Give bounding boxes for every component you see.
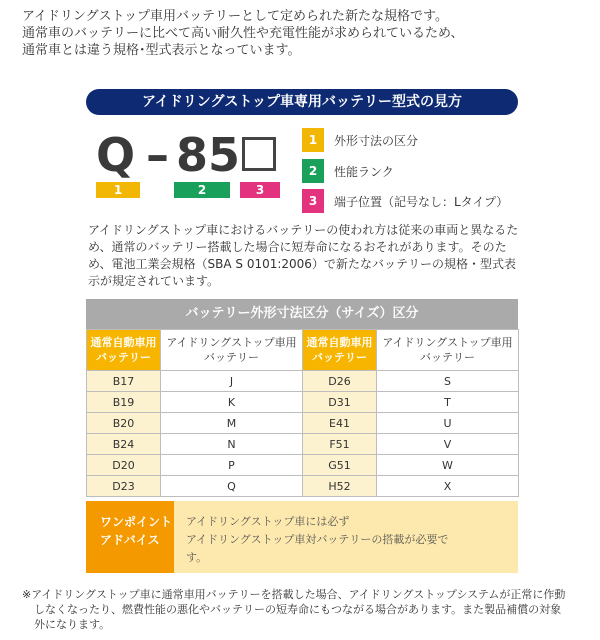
cell-normal-size: E41 [303,413,377,434]
cell-normal-size: B20 [87,413,161,434]
intro-line-1: アイドリングストップ車用バッテリーとして定められた新たな規格です。 [22,9,449,24]
legend-num-3: 3 [302,189,324,213]
cell-idling-size: T [377,392,519,413]
cell-normal-size: H52 [303,476,377,497]
code-number: 85 [176,128,241,182]
header-normal-2: 通常自動車用 バッテリー [303,330,377,371]
table-row [87,413,519,434]
cell-normal-size: D23 [87,476,161,497]
footnote-line-1: ※アイドリングストップ車に通常車用バッテリーを搭載した場合、アイドリングストップシステムが正常に作動 [22,588,566,601]
cell-idling-size: Q [161,476,303,497]
legend-label-3: 端子位置（記号なし：Lタイプ） [334,194,509,209]
legend-label-2: 性能ランク [334,164,394,179]
intro-line-2: 通常車のバッテリーに比べて高い耐久性や充電性能が求められているため、 [22,26,464,41]
legend-num-2: 2 [302,159,324,183]
intro-text [22,8,582,59]
advice-box [86,501,518,573]
cell-normal-size: B19 [87,392,161,413]
header-normal-1: 通常自動車用 バッテリー [87,330,161,371]
cell-idling-size: X [377,476,519,497]
table-header-row [87,330,519,371]
cell-normal-size: B17 [87,371,161,392]
cell-idling-size: P [161,455,303,476]
legend-item-terminal [302,189,508,213]
table-row [87,476,519,497]
cell-normal-size: D26 [303,371,377,392]
legend-label-1: 外形寸法の区分 [334,133,419,148]
legend-item-size [302,128,418,152]
cell-normal-size: F51 [303,434,377,455]
cell-normal-size: G51 [303,455,377,476]
cell-normal-size: D20 [87,455,161,476]
legend-num-1: 1 [302,128,324,152]
table-row [87,371,519,392]
code-letter: Q [96,128,136,182]
table-row [87,392,519,413]
size-table [86,299,518,497]
footnote [22,587,582,632]
table-body [87,371,519,497]
cell-normal-size: D31 [303,392,377,413]
advice-text-line-1: アイドリングストップ車には必ず [186,515,350,528]
cell-idling-size: W [377,455,519,476]
table-row [87,434,519,455]
code-dash: – [146,128,169,182]
badge-3: 3 [240,182,280,198]
description-paragraph: アイドリングストップ車におけるバッテリーの使われ方は従来の車両と異なるため、通常のバッテリー搭載した場合に短寿命になるおそれがあります。そのため、電池工業会規格（SBA S 0101:2006）で新たなバッテリーの規格・型式表示が規定されています。 [88,223,519,288]
badge-1: 1 [96,182,140,198]
header-idling-1: アイドリングストップ車用 バッテリー [161,330,303,371]
footnote-line-2: しなくなったり、燃費性能の悪化やバッテリーの短寿命にもつながる場合があります。また製品補償の対象 [34,603,562,616]
cell-idling-size: U [377,413,519,434]
section-banner: アイドリングストップ車専用バッテリー型式の見方 [86,89,518,115]
table-row [87,455,519,476]
advice-text [174,501,518,573]
cell-idling-size: S [377,371,519,392]
advice-label-line-1: ワンポイント [100,515,173,529]
cell-idling-size: N [161,434,303,455]
advice-text-line-3: す。 [186,551,208,564]
advice-label [86,501,174,573]
intro-line-3: 通常車とは違う規格･型式表示となっています。 [22,43,301,58]
terminal-placeholder-box [242,137,276,171]
table-title: バッテリー外形寸法区分（サイズ）区分 [86,299,518,329]
badge-2: 2 [174,182,230,198]
advice-label-line-2: アドバイス [100,533,160,547]
cell-idling-size: K [161,392,303,413]
cell-idling-size: M [161,413,303,434]
footnote-line-3: 外になります。 [34,618,111,631]
cell-normal-size: B24 [87,434,161,455]
size-table-grid [86,329,519,497]
advice-text-line-2: アイドリングストップ車対バッテリーの搭載が必要で [186,533,449,546]
header-idling-2: アイドリングストップ車用 バッテリー [377,330,519,371]
cell-idling-size: V [377,434,519,455]
legend-item-rank [302,159,394,183]
cell-idling-size: J [161,371,303,392]
